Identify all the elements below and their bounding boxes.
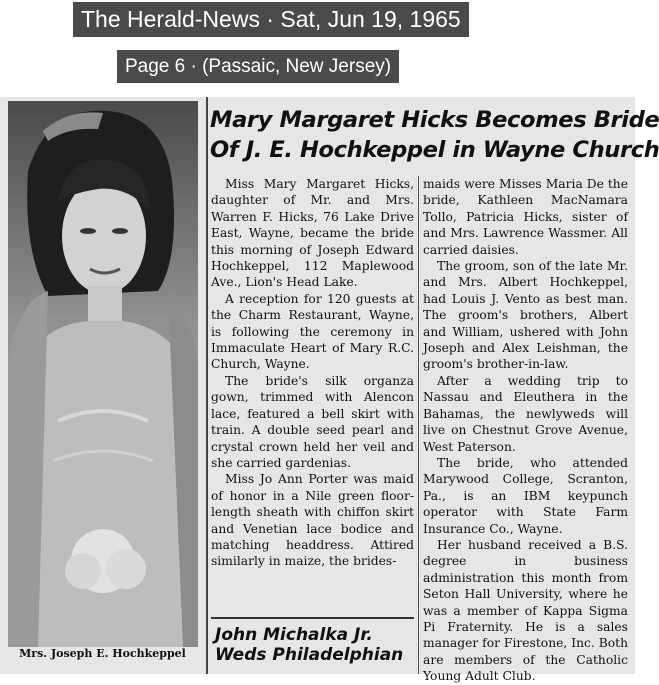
next-headline-line-2: Weds Philadelphian (215, 645, 404, 665)
article-paragraph: The bride's silk organza gown, trimmed with Alencon lace, featured a bell skirt with train. A double seed pearl and crystal crown held her veil and she carried gardenias. (211, 373, 414, 470)
article-paragraph: Miss Mary Margaret Hicks, daughter of Mr. and Mrs. Warren F. Hicks, 76 Lake Drive East, Wayne, became the bride this morning of Joseph Edward Hochkeppel, 112 Maplewood Ave., Lion's Head Lake. (211, 177, 414, 290)
article-paragraph: After a wedding trip to Nassau and Eleuthera in the Bahamas, the newlyweds will live on Chestnut Grove Avenue, West Paterson. (423, 373, 628, 454)
article-headline (210, 105, 659, 165)
bride-photo (8, 101, 198, 647)
newspaper-date-banner: The Herald-News · Sat, Jun 19, 1965 (73, 2, 469, 37)
article-paragraph: Miss Jo Ann Porter was maid of honor in a Nile green floor-length sheath with chiffon skirt and Venetian lace bodice and matching headdress. Attired similarly in maize, the brides- (211, 472, 414, 569)
article-column-2 (423, 176, 628, 685)
next-article-headline (215, 625, 415, 665)
next-headline-line-1: John Michalka Jr. (215, 625, 373, 645)
headline-line-1: Mary Margaret Hicks Becomes Bride (210, 107, 659, 133)
headline-line-2: Of J. E. Hochkeppel in Wayne Church (210, 137, 659, 163)
newspaper-clipping (0, 97, 659, 684)
photo-caption: Mrs. Joseph E. Hochkeppel (19, 647, 186, 660)
article-paragraph: The groom, son of the late Mr. and Mrs. Albert Hochkeppel, had Louis J. Vento as best man. The groom's brothers, Albert and William, ushered with John Joseph and Alex Leishman, the groom's brother-in-law. (423, 259, 628, 372)
article-paragraph: Her husband received a B.S. degree in business administration this month from Seton Hall University, where he was a member of Kappa Sigma Pi Fraternity. He is a sales manager for Firestone, Inc. Both are members of the Catholic Young Adult Club. (423, 537, 628, 684)
article-separator (211, 617, 414, 619)
page-location-banner: Page 6 · (Passaic, New Jersey) (117, 50, 399, 83)
article-column-1 (211, 176, 414, 570)
column-divider (206, 97, 208, 674)
article-paragraph: A reception for 120 guests at the Charm Restaurant, Wayne, is following the ceremony in Immaculate Heart of Mary R.C. Church, Wayne. (211, 291, 414, 372)
article-paragraph: The bride, who attended Marywood College, Scranton, Pa., is an IBM keypunch operator with State Farm Insurance Co., Wayne. (423, 455, 628, 536)
bride-portrait-image (8, 101, 198, 647)
column-divider (418, 176, 419, 674)
article-paragraph: maids were Misses Maria De the bride, Kathleen MacNamara Tollo, Patricia Hicks, sister of and Mrs. Lawrence Wassmer. All carried daisies. (423, 177, 628, 257)
